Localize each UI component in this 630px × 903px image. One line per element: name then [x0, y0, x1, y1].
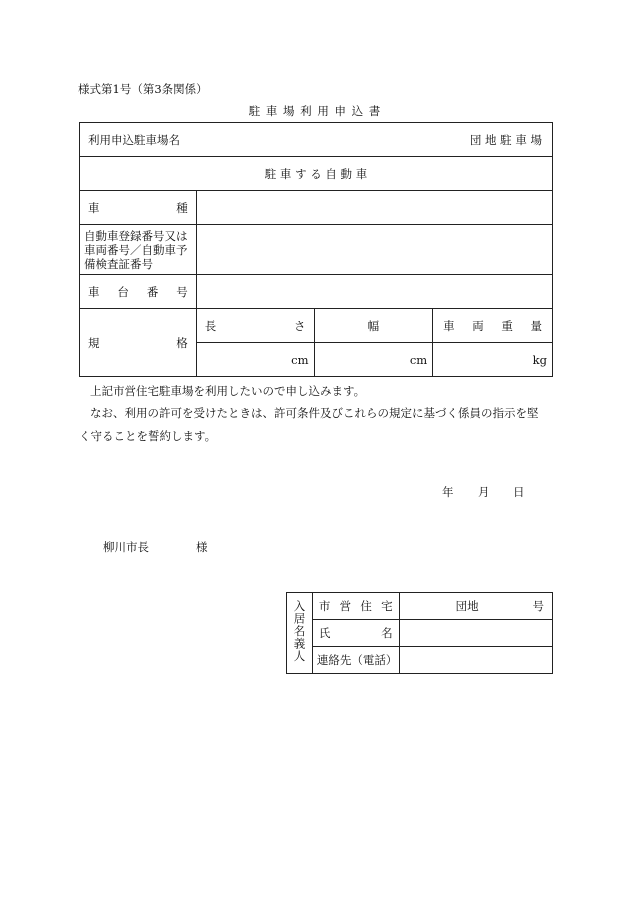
parking-name-row: [80, 123, 553, 157]
width-input[interactable]: [314, 343, 433, 377]
weight-unit: kg: [532, 352, 547, 367]
length-label: 長 さ: [196, 309, 314, 343]
weight-label: 車 両 重 量: [433, 309, 553, 343]
housing-suffix: 号: [532, 599, 544, 613]
addressee-honorific: 様: [196, 540, 208, 554]
name-label: 氏 名: [312, 620, 399, 647]
spec-label: 規 格: [80, 309, 197, 377]
addressee-name: 柳川市長: [103, 540, 149, 554]
registration-number-input[interactable]: [196, 225, 552, 275]
width-unit: cm: [409, 352, 428, 367]
housing-label: 市 営 住 宅: [312, 593, 399, 620]
statement-apply: 上記市営住宅駐車場を利用したいので申し込みます。: [90, 384, 366, 398]
form-title: 駐 車 場 利 用 申 込 書: [248, 104, 382, 118]
length-input[interactable]: [196, 343, 314, 377]
date-day: 日: [513, 485, 525, 499]
statement-pledge-line1: なお、利用の許可を受けたときは、許可条件及びこれらの規定に基づく係員の指示を堅: [90, 406, 539, 420]
statement-pledge-line2: く守ることを誓約します。: [79, 429, 217, 443]
registration-number-label: 自動車登録番号又は 車両番号／自動車予 備検査証番号: [80, 225, 197, 275]
housing-input[interactable]: [399, 593, 552, 620]
chassis-number-label: 車 台 番 号: [80, 275, 197, 309]
weight-input[interactable]: [433, 343, 553, 377]
form-number: 様式第1号（第3条関係）: [78, 82, 208, 96]
length-unit: cm: [291, 352, 309, 367]
date-year: 年: [442, 485, 454, 499]
housing-prefix: 団地: [455, 599, 479, 613]
parking-name-value: 団 地 駐 車 場: [469, 132, 542, 147]
date-month: 月: [478, 485, 490, 499]
car-type-label: 車 種: [80, 191, 197, 225]
name-input[interactable]: [399, 620, 552, 647]
car-type-input[interactable]: [196, 191, 552, 225]
applicant-label: 入居名義人: [292, 600, 307, 663]
parking-application-table: [79, 122, 553, 377]
chassis-number-input[interactable]: [196, 275, 552, 309]
contact-label: 連絡先（電話）: [312, 647, 399, 674]
applicant-table: [286, 592, 553, 674]
contact-input[interactable]: [399, 647, 552, 674]
applicant-label-cell: [287, 593, 313, 674]
width-label: 幅: [314, 309, 433, 343]
parking-name-label: 利用申込駐車場名: [88, 132, 180, 147]
vehicle-section-header: 駐 車 す る 自 動 車: [80, 157, 553, 191]
